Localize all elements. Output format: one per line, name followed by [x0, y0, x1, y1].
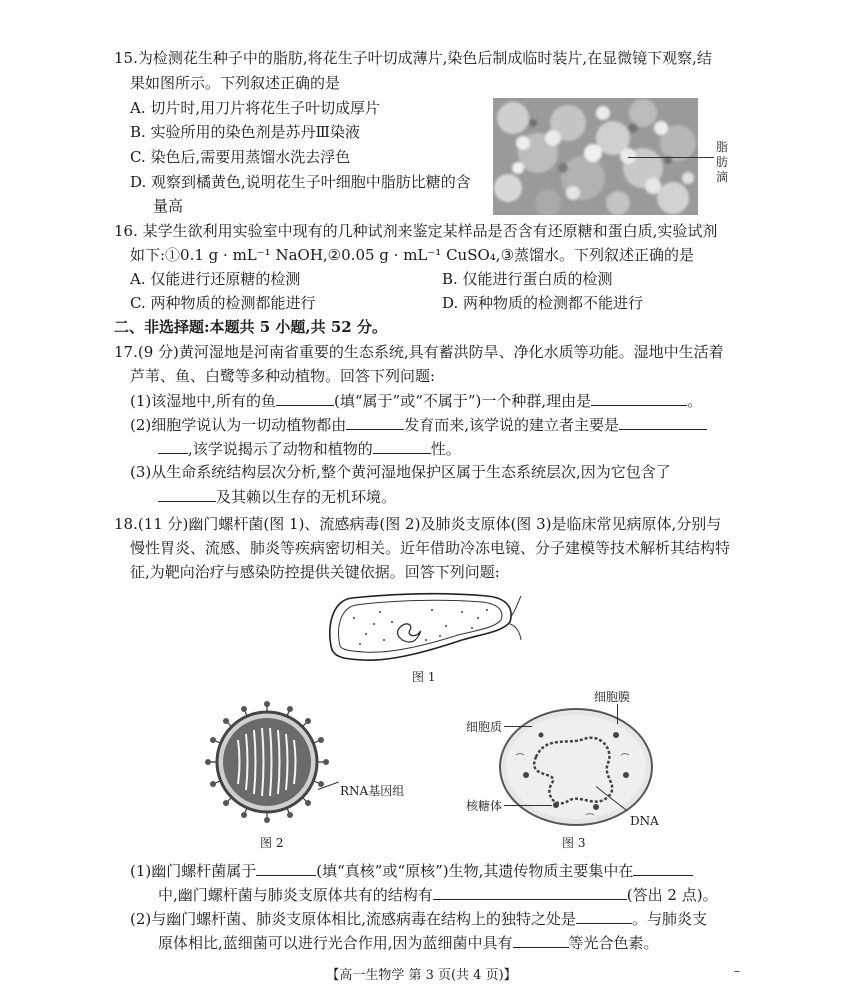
q16-stem-line2: 如下:①0.1 g · mL⁻¹ NaOH,②0.05 g · mL⁻¹ CuSO₄,③蒸馏水。下列叙述正确的是 [130, 246, 695, 264]
dna-label: DNA [630, 814, 659, 828]
q18-answer-blank-3[interactable] [433, 884, 627, 900]
footer-mark: – [734, 964, 740, 978]
q18-part2-cont [158, 932, 659, 953]
q17-part3: (3)从生命系统结构层次分析,整个黄河湿地保护区属于生态系统层次,因为它包含了 [130, 463, 671, 481]
rna-genome-label: RNA基因组 [340, 784, 405, 798]
q17-part3-cont [158, 486, 396, 507]
q18-part2-text-b: 。与肺炎支 [632, 910, 708, 928]
q15-option-a: A. 切片时,用刀片将花生子叶切成厚片 [130, 99, 381, 117]
q17-part2-text-a: (2)细胞学说认为一切动植物都由 [130, 416, 347, 434]
q17-part1-text-c: 。 [687, 392, 703, 410]
q16-option-a: A. 仅能进行还原糖的检测 [130, 270, 301, 288]
fat-droplet-pointer-line [628, 157, 714, 158]
q16-option-d: D. 两种物质的检测都不能进行 [442, 294, 644, 312]
q15-option-b: B. 实验所用的染色剂是苏丹Ⅲ染液 [130, 123, 361, 141]
figure-1-caption: 图 1 [412, 670, 436, 684]
q17-part2-text-d: 性。 [430, 440, 461, 458]
figure-1-helicobacter [322, 588, 522, 668]
q15-stem-line1: 15.为检测花生种子中的脂肪,将花生子叶切成薄片,染色后制成临时装片,在显微镜下观察,结 [114, 49, 712, 67]
q17-answer-blank-6[interactable] [158, 486, 216, 502]
q17-part1 [130, 390, 702, 411]
q18-answer-blank-5[interactable] [513, 932, 569, 948]
q18-part2-text-c: 原体相比,蓝细菌可以进行光合作用,因为蓝细菌中具有 [158, 934, 513, 952]
q16-option-b: B. 仅能进行蛋白质的检测 [442, 270, 613, 288]
figure-2-caption: 图 2 [260, 836, 284, 850]
q17-part3-text-b: 及其赖以生存的无机环境。 [216, 488, 397, 506]
q18-answer-blank-1[interactable] [256, 860, 316, 876]
q15-option-d-line1: D. 观察到橘黄色,说明花生子叶细胞中脂肪比糖的含 [130, 173, 471, 191]
q18-stem-line3: 征,为靶向治疗与感染防控提供关键依据。回答下列问题: [130, 563, 500, 581]
q17-answer-blank-3[interactable] [346, 414, 404, 430]
q18-answer-blank-2[interactable] [633, 860, 693, 876]
q17-stem-line1: 17.(9 分)黄河湿地是河南省重要的生态系统,具有蓄洪防旱、净化水质等功能。湿地中生活着 [114, 343, 724, 361]
q18-part2-text-d: 等光合色素。 [568, 934, 659, 952]
figure-3-mycoplasma [496, 705, 656, 830]
membrane-pointer-line [617, 704, 618, 724]
q17-part1-text-b: (填“属于”或“不属于”)一个种群,理由是 [334, 392, 592, 410]
q17-part1-text-a: (1)该湿地中,所有的鱼 [130, 392, 277, 410]
q18-stem-line2: 慢性胃炎、流感、肺炎等疾病密切相关。近年借助冷冻电镜、分子建模等技术解析其结构特 [130, 539, 731, 557]
q17-answer-blank-4[interactable] [619, 414, 707, 430]
q17-answer-blank-4b[interactable] [158, 438, 188, 454]
q17-answer-blank-2[interactable] [591, 390, 687, 406]
q17-part2 [130, 414, 707, 435]
q16-option-c: C. 两种物质的检测都能进行 [130, 294, 316, 312]
cytoplasm-label: 细胞质 [466, 720, 503, 734]
figure-3-caption: 图 3 [562, 836, 586, 850]
fat-droplet-label-char2: 肪 [716, 155, 729, 169]
membrane-label: 细胞膜 [594, 690, 631, 704]
q17-part2-text-c: ,该学说揭示了动物和植物的 [188, 440, 373, 458]
q18-part2-text-a: (2)与幽门螺杆菌、肺炎支原体相比,流感病毒在结构上的独特之处是 [130, 910, 577, 928]
q18-part1-text-b: (填“真核”或“原核”)生物,其遗传物质主要集中在 [316, 862, 634, 880]
q17-answer-blank-1[interactable] [276, 390, 334, 406]
q18-part1-text-c: 中,幽门螺杆菌与肺炎支原体共有的结构有 [158, 886, 433, 904]
q16-stem-line1: 16. 某学生欲利用实验室中现有的几种试剂来鉴定某样品是否含有还原糖和蛋白质,实验试剂 [114, 222, 718, 240]
q18-part1 [130, 860, 693, 881]
page-footer: 【高一生物学 第 3 页(共 4 页)】 [326, 968, 517, 983]
figure-2-influenza-virus [200, 700, 335, 825]
q17-part2-cont [158, 438, 461, 459]
q15-stem-line2: 果如图所示。下列叙述正确的是 [130, 74, 341, 92]
q18-part2 [130, 908, 707, 929]
fat-droplet-label-char1: 脂 [716, 140, 729, 154]
q18-part1-text-d: (答出 2 点)。 [626, 886, 718, 904]
q15-option-d-line2: 量高 [153, 197, 184, 215]
ribosome-label: 核糖体 [466, 799, 503, 813]
q17-answer-blank-5[interactable] [373, 438, 431, 454]
q18-part1-cont [158, 884, 718, 905]
q17-stem-line2: 芦苇、鱼、白鹭等多种动植物。回答下列问题: [130, 367, 436, 385]
section-heading: 二、非选择题:本题共 5 小题,共 52 分。 [114, 318, 387, 336]
cytoplasm-pointer-line [504, 726, 532, 727]
q18-stem-line1: 18.(11 分)幽门螺杆菌(图 1)、流感病毒(图 2)及肺炎支原体(图 3)是临床常见病原体,分别与 [114, 515, 722, 533]
q17-part2-text-b: 发育而来,该学说的建立者主要是 [404, 416, 620, 434]
q18-part1-text-a: (1)幽门螺杆菌属于 [130, 862, 257, 880]
q18-answer-blank-4[interactable] [576, 908, 632, 924]
q15-option-c: C. 染色后,需要用蒸馏水洗去浮色 [130, 148, 351, 166]
fat-droplet-label-char3: 滴 [716, 170, 729, 184]
ribosome-pointer-line [504, 805, 552, 806]
